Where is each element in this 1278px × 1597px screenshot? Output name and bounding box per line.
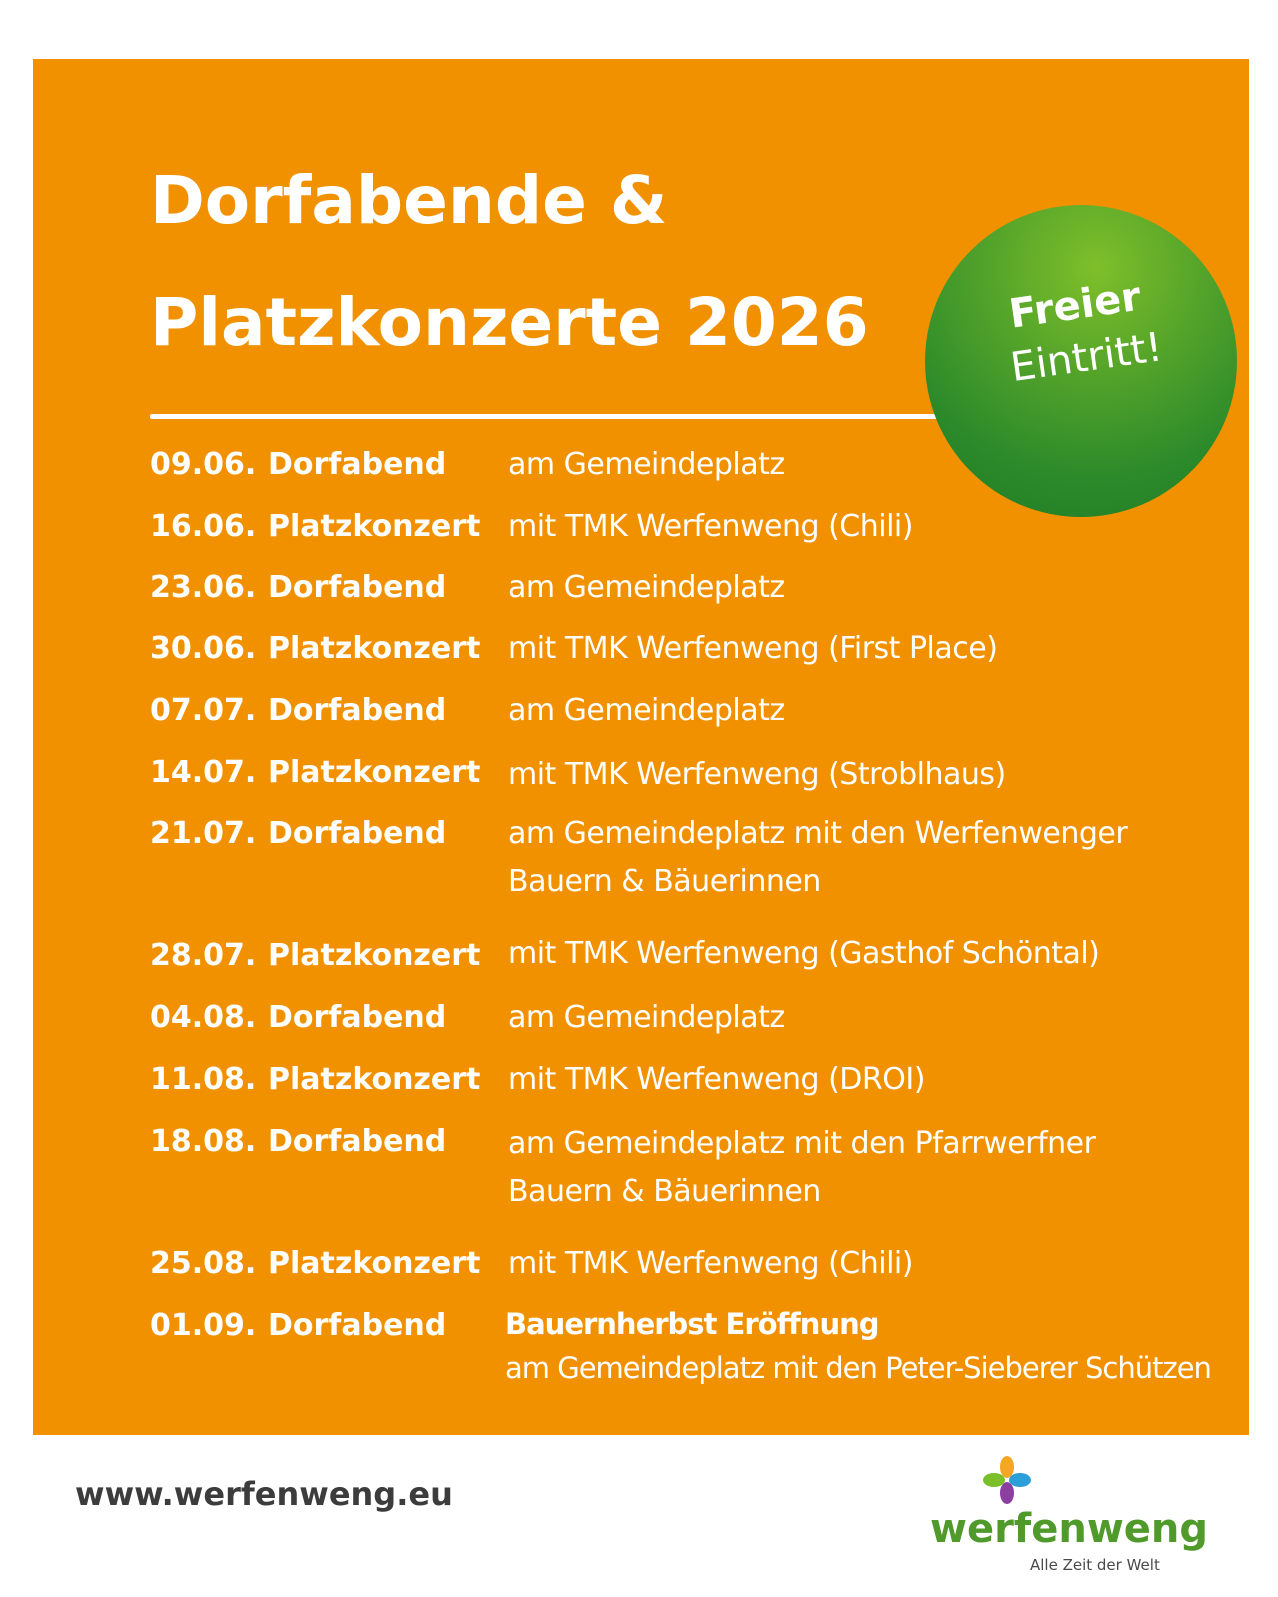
free-entry-badge-text	[1000, 269, 1166, 395]
event-description-line: mit TMK Werfenweng (Chili)	[508, 1246, 913, 1281]
event-date: 25.08.	[150, 1246, 257, 1281]
event-description-line: am Gemeindeplatz	[508, 693, 785, 728]
event-type: Platzkonzert	[268, 938, 481, 973]
event-type: Platzkonzert	[268, 1246, 481, 1281]
logo-wordmark: werfenweng	[930, 1506, 1209, 1552]
title-line-2: Platzkonzerte 2026	[150, 284, 869, 361]
event-description	[508, 625, 997, 673]
event-date: 23.06.	[150, 570, 257, 605]
event-type: Platzkonzert	[268, 631, 481, 666]
event-description	[508, 1056, 925, 1104]
event-description-line: am Gemeindeplatz mit den Peter-Sieberer Schützen	[505, 1351, 1211, 1385]
event-description-line: am Gemeindeplatz	[508, 570, 785, 605]
event-description	[508, 441, 785, 489]
event-type: Dorfabend	[268, 1000, 447, 1035]
event-date: 11.08.	[150, 1062, 257, 1097]
event-type: Dorfabend	[268, 693, 447, 728]
event-description	[508, 810, 1127, 906]
werfenweng-logo	[930, 1455, 1209, 1585]
event-type: Dorfabend	[268, 570, 447, 605]
title-line-1: Dorfabende &	[150, 162, 668, 239]
event-description	[508, 1240, 913, 1288]
event-description-line: am Gemeindeplatz mit den Werfenwenger	[508, 816, 1128, 851]
event-date: 30.06.	[150, 631, 257, 666]
event-date: 16.06.	[150, 509, 257, 544]
event-date: 09.06.	[150, 447, 257, 482]
event-description	[508, 503, 913, 551]
event-description-line: am Gemeindeplatz	[508, 447, 785, 482]
event-date: 28.07.	[150, 938, 257, 973]
event-description	[508, 564, 785, 612]
event-date: 01.09.	[150, 1308, 257, 1343]
event-date: 07.07.	[150, 693, 257, 728]
event-description	[508, 994, 785, 1042]
badge-line-1: Freier	[1006, 273, 1144, 338]
event-description-line: mit TMK Werfenweng (Chili)	[508, 509, 913, 544]
event-type: Dorfabend	[268, 1308, 447, 1343]
event-type: Dorfabend	[268, 1124, 447, 1159]
flower-logo-icon	[982, 1455, 1032, 1505]
website-url: www.werfenweng.eu	[75, 1475, 453, 1513]
event-description-line: mit TMK Werfenweng (DROI)	[508, 1062, 925, 1097]
event-description-line: Bauernherbst Eröffnung	[505, 1307, 879, 1341]
event-description-line: Bauern & Bäuerinnen	[508, 1174, 821, 1209]
event-type: Platzkonzert	[268, 755, 481, 790]
badge-line-2: Eintritt!	[1007, 324, 1166, 392]
event-description	[508, 1120, 1095, 1216]
event-date: 21.07.	[150, 816, 257, 851]
event-description-line: am Gemeindeplatz	[508, 1000, 785, 1035]
event-description-line: mit TMK Werfenweng (Stroblhaus)	[508, 757, 1006, 792]
event-description	[508, 687, 785, 735]
event-type: Platzkonzert	[268, 1062, 481, 1097]
event-description	[508, 751, 1006, 799]
event-description-line: mit TMK Werfenweng (First Place)	[508, 631, 998, 666]
page-title	[150, 140, 869, 384]
event-type: Dorfabend	[268, 816, 447, 851]
event-description	[505, 1302, 1211, 1390]
event-description-line: am Gemeindeplatz mit den Pfarrwerfner	[508, 1126, 1096, 1161]
event-date: 04.08.	[150, 1000, 257, 1035]
event-type: Dorfabend	[268, 447, 447, 482]
event-description-line: mit TMK Werfenweng (Gasthof Schöntal)	[508, 936, 1100, 971]
event-description-line: Bauern & Bäuerinnen	[508, 864, 821, 899]
event-description	[508, 930, 1099, 978]
event-type: Platzkonzert	[268, 509, 481, 544]
logo-tagline: Alle Zeit der Welt	[1030, 1556, 1160, 1574]
event-date: 14.07.	[150, 755, 257, 790]
event-date: 18.08.	[150, 1124, 257, 1159]
title-divider	[150, 414, 950, 419]
